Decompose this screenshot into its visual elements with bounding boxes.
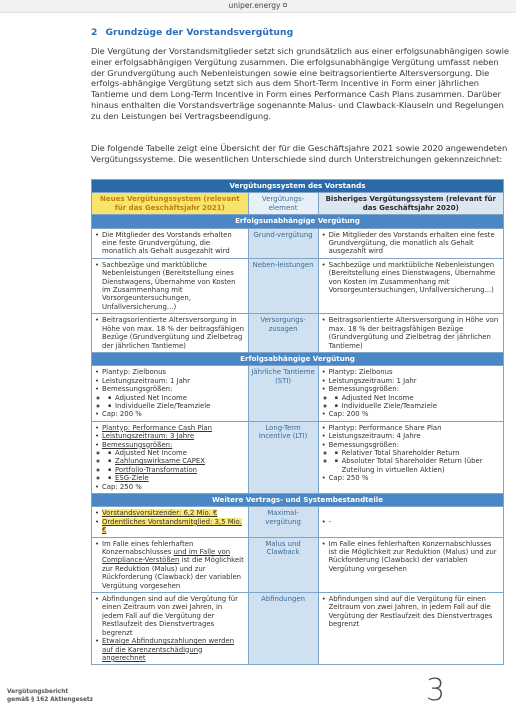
cell-old: • Beitragsorientierte Altersversorgung in Höhe von max. 18 % der beitragsfähigen Bezüge (Grundvergütung und Zielbetrag der jährlichen Tantieme) (322, 316, 500, 350)
cell-new-period: • Leistungszeitraum: 1 Jahr (95, 377, 245, 385)
cell-new-malus-b: und im Falle von Compliance-Verstößen (102, 548, 231, 565)
table-row (92, 593, 504, 665)
intro-paragraph: Die Vergütung der Vorstandsmitglieder setzt sich grundsätzlich aus einer erfolgsunabhängigen sowie einer erfolgsabhängigen Vergütung zusammen. Die erfolgsunabhängige Vergütung umfasst neben der Grundvergütung auch Nebenleistungen sowie eine beitragsorientierte Altersversorgung. Die erfolgs-abhängige Vergütung setzt sich aus dem Short-Term Incentive in Form einer jährlichen Tantieme und dem Long-Term Incentive in Form eines Performance Cash Plans zusammen. Darüber hinaus enthalten die Vorstandsverträge sogenannte Malus- und Clawback-Klauseln und Regelungen zu den Leistungen bei Vertragsbeendigung. (91, 46, 509, 121)
cell-old-cap: • Cap: 250 % (322, 474, 500, 482)
compensation-system-table (91, 179, 504, 665)
section-fixed-label: Erfolgsunabhängige Vergütung (92, 215, 504, 228)
cell-old: • Abfindungen sind auf die Vergütung für einen Zeitraum von zwei Jahren, in jedem Fall auf die Vergütung der Restlaufzeit des Dienstvertrages begrenzt (322, 595, 500, 629)
cell-new-metric: ▪ ◦ Individuelle Ziele/Teamziele (108, 402, 245, 410)
cell-new-cap: • Cap: 200 % (95, 410, 245, 418)
header-element: Vergütungs-element (248, 193, 318, 215)
cell-old: • Im Falle eines fehlerhaften Konzernabschlusses ist die Möglichkeit zur Reduktion (Malus) und zur Rückforderung (Clawback) der variablen Vergütung vorgesehen (322, 540, 500, 574)
table-row (92, 537, 504, 592)
section-number: 2 (91, 27, 98, 38)
cell-new-period: • Leistungszeitraum: 3 Jahre (95, 432, 245, 440)
cell-new-cap: • Cap: 250 % (95, 483, 245, 491)
section-row-other (92, 494, 504, 507)
cell-new: • Die Mitglieder des Vorstands erhalten eine feste Grundvergütung, die monatlich als Gehalt ausgezahlt wird (95, 231, 245, 256)
element-label: Malus und Clawback (248, 537, 318, 592)
cell-new-metrics: Bemessungsgrößen: (102, 385, 173, 394)
header-old-system: Bisheriges Vergütungssystem (relevant für das Geschäftsjahr 2020) (318, 193, 503, 215)
table-row (92, 228, 504, 258)
table-header-row (92, 193, 504, 215)
cell-new-metric: ▪ ◦ Portfolio-Transformation (108, 466, 245, 474)
footer-report-title (7, 689, 93, 704)
url-text: uniper.energy (228, 1, 281, 10)
cell-old-plan: • Plantyp: Zielbonus (322, 368, 500, 376)
section-row-fixed (92, 215, 504, 228)
cell-new-plan: • Plantyp: Zielbonus (95, 368, 245, 376)
element-label: Abfindungen (248, 593, 318, 665)
cell-new-metric: ▪ ◦ Adjusted Net Income (108, 394, 245, 402)
section-heading (91, 27, 293, 38)
cell-old-metrics: Bemessungsgrößen: (328, 440, 399, 449)
cell-new-metric: ▪ ◦ Adjusted Net Income (108, 449, 245, 457)
section-title: Grundzüge der Vorstandsvergütung (105, 27, 294, 38)
element-label: Neben-leistungen (248, 258, 318, 313)
cell-old-metric: ▪ ◦ Individuelle Ziele/Teamziele (335, 402, 500, 410)
table-title: Vergütungssystem des Vorstands (92, 180, 504, 193)
cell-new-max-ceo: Vorstandsvorsitzender: 6,2 Mio. € (102, 509, 218, 518)
cell-new-metric: ▪ ◦ ESG-Ziele (108, 474, 245, 482)
table-row (92, 366, 504, 421)
cell-old-metrics: Bemessungsgrößen: (328, 385, 399, 394)
section-variable-label: Erfolgsabhängige Vergütung (92, 352, 504, 365)
cell-new-malus-a: Im Falle eines fehlerhaften Konzernabschlusses (102, 539, 194, 557)
cell-new: • Sachbezüge und marktübliche Nebenleistungen (Bereitstellung eines Dienstwagens, Übernahme von Kosten im Zusammenhang mit Vorsorgeuntersuchungen, Unfallversicherung...) (95, 261, 245, 311)
cell-new-malus-c: ist die Möglichkeit zur Reduktion (Malus) und zur Rückforderung (Clawback) der variablen Vergütung vorgesehen (102, 556, 244, 590)
table-title-row (92, 180, 504, 193)
cell-new-severance-offset: • Etwaige Abfindungszahlungen werden auf die Karenzentschädigung angerechnet (95, 637, 245, 662)
section-row-variable (92, 352, 504, 365)
cell-new-plan: • Plantyp: Performance Cash Plan (95, 424, 245, 432)
element-label: Long-Term Incentive (LTI) (248, 421, 318, 493)
table-row (92, 314, 504, 353)
cell-old-period: • Leistungszeitraum: 4 Jahre (322, 432, 500, 440)
cell-new-metric: ▪ ◦ Zahlungswirksame CAPEX (108, 457, 245, 465)
table-intro-paragraph: Die folgende Tabelle zeigt eine Übersicht der für die Geschäftsjahre 2021 sowie 2020 angewendeten Vergütungssysteme. Die wesentlichen Unterschiede sind durch Unterstreichungen gekennzeichnet: (91, 143, 508, 164)
cell-old-cap: • Cap: 200 % (322, 410, 500, 418)
cell-old: • Die Mitglieder des Vorstands erhalten eine feste Grundvergütung, die monatlich als Gehalt ausgezahlt wird (322, 231, 500, 256)
element-label: Maximal-vergütung (248, 507, 318, 537)
lock-icon (283, 3, 287, 7)
section-other-label: Weitere Vertrags- und Systembestandteile (92, 494, 504, 507)
page-number: 3 (426, 673, 446, 708)
element-label: Versorgungs-zusagen (248, 314, 318, 353)
element-label: Jährliche Tantieme (STI) (248, 366, 318, 421)
cell-new-severance: • Abfindungen sind auf die Vergütung für einen Zeitraum von zwei Jahren, in jedem Fall auf die Vergütung der Restlaufzeit des Dienstvertrages begrenzt (95, 595, 245, 637)
document-page (0, 13, 516, 720)
cell-old-metric: ▪ ◦ Absoluter Total Shareholder Return (über Zuteilung in virtuellen Aktien) (335, 457, 500, 474)
cell-old-plan: • Plantyp: Performance Share Plan (322, 424, 500, 432)
table-row (92, 258, 504, 313)
browser-address-bar[interactable] (0, 0, 516, 13)
cell-old-metric: ▪ ◦ Relativer Total Shareholder Return (335, 449, 500, 457)
cell-old: • Sachbezüge und marktübliche Nebenleistungen (Bereitstellung eines Dienstwagens, Übernahme von Kosten im Zusammenhang mit Vorsorgeuntersuchungen, Unfallversicherung...) (322, 261, 500, 295)
element-label: Grund-vergütung (248, 228, 318, 258)
table-row (92, 421, 504, 493)
cell-new-max-member: Ordentliches Vorstandsmitglied: 3,5 Mio. € (102, 517, 242, 535)
footer-line-2: gemäß § 162 Aktiengesetz (7, 696, 94, 703)
cell-old-period: • Leistungszeitraum: 1 Jahr (322, 377, 500, 385)
header-new-system: Neues Vergütungssystem (relevant für das Geschäftsjahr 2021) (92, 193, 249, 215)
footer-line-1: Vergütungsbericht (7, 689, 69, 695)
table-row (92, 507, 504, 537)
cell-new-metrics: Bemessungsgrößen: (102, 440, 173, 449)
cell-old-metric: ▪ ◦ Adjusted Net Income (335, 394, 500, 402)
cell-new: • Beitragsorientierte Altersversorgung in Höhe von max. 18 % der beitragsfähigen Bezüge (Grundvergütung und Zielbetrag der jährlichen Tantieme) (95, 316, 245, 350)
url-display[interactable] (0, 1, 516, 10)
cell-old: • - (322, 518, 500, 526)
